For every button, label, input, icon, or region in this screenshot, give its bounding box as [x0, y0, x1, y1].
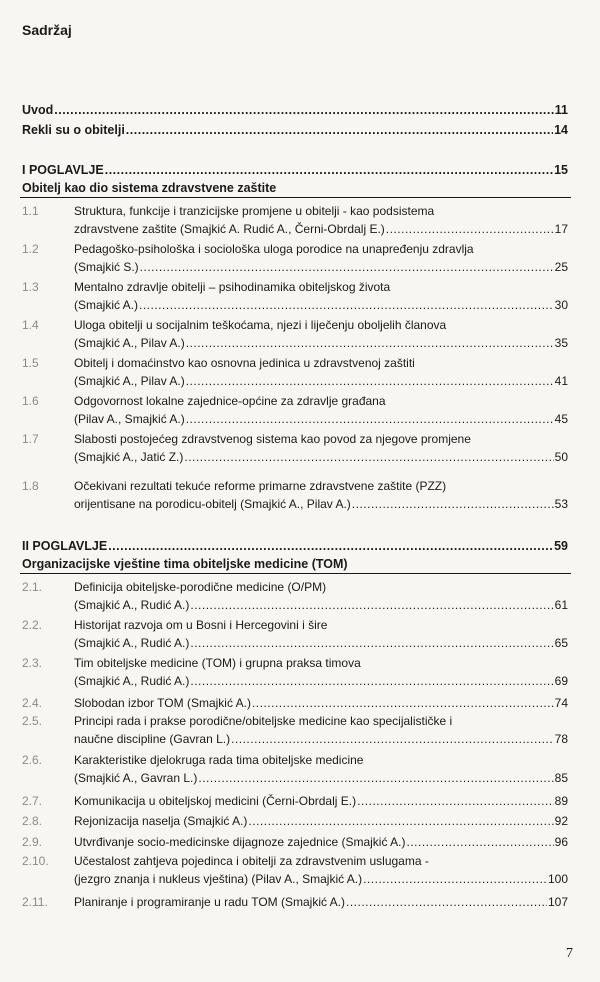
entry-title: Utvrđivanje socio-medicinske dijagnoze zajednice (Smajkić A.): [74, 835, 406, 849]
leader-dots: [186, 410, 554, 428]
entry-page-number: 17: [554, 222, 568, 236]
page-number: 7: [566, 946, 573, 961]
chapter-2-subtitle: Organizacijske vještine tima obiteljske medicine (TOM): [22, 557, 348, 571]
leader-dots: [190, 596, 553, 614]
entry-number: 1.2: [22, 242, 39, 256]
leader-dots: [186, 334, 554, 352]
entry-title: Principi rada i prakse porodične/obiteljske medicine kao specijalističke i: [74, 714, 453, 728]
entry-number: 1.8: [22, 479, 39, 493]
toc-label: Uvod: [22, 103, 54, 117]
toc-label: Rekli su o obitelji: [22, 123, 125, 137]
chapter-1-divider: [20, 197, 571, 198]
leader-dots: [386, 220, 554, 238]
leader-dots: [198, 769, 553, 787]
entry-page-number: 89: [554, 794, 568, 808]
leader-dots: [252, 694, 554, 712]
toc-page-number: 11: [554, 103, 568, 117]
leader-dots: [190, 634, 553, 652]
entry-page-number: 61: [554, 598, 568, 612]
entry-authors: naučne discipline (Gavran L.): [74, 732, 231, 746]
leader-dots: [186, 372, 554, 390]
entry-title: Uloga obitelji u socijalnim teškoćama, njezi i liječenju oboljelih članova: [74, 318, 447, 332]
entry-page-number: 92: [554, 814, 568, 828]
entry-authors: (Smajkić S.): [74, 260, 139, 274]
entry-page-number: 25: [554, 260, 568, 274]
entry-page-number: 74: [554, 696, 568, 710]
leader-dots: [406, 833, 553, 851]
leader-dots: [139, 296, 554, 314]
leader-dots: [54, 103, 554, 118]
entry-page-number: 65: [554, 636, 568, 650]
leader-dots: [140, 258, 554, 276]
leader-dots: [108, 539, 553, 554]
entry-title: Očekivani rezultati tekuće reforme primarne zdravstvene zaštite (PZZ): [74, 479, 447, 493]
entry-number: 2.7.: [22, 794, 43, 808]
entry-title: Slobodan izbor TOM (Smajkić A.): [74, 696, 251, 710]
leader-dots: [352, 495, 554, 513]
entry-authors: zdravstvene zaštite (Smajkić A. Rudić A., Černi-Obrdalj E.): [74, 222, 385, 236]
leader-dots: [126, 123, 553, 138]
leader-dots: [105, 163, 553, 178]
entry-authors: (Smajkić A., Jatić Z.): [74, 450, 184, 464]
entry-title: Komunikacija u obiteljskoj medicini (Černi-Obrdalj E.): [74, 794, 357, 808]
entry-authors: (Smajkić A., Pilav A.): [74, 374, 185, 388]
entry-number: 1.3: [22, 280, 39, 294]
entry-number: 2.8.: [22, 814, 43, 828]
entry-title: Slabosti postojećeg zdravstvenog sistema kao povod za njegove promjene: [74, 432, 471, 446]
entry-page-number: 50: [554, 450, 568, 464]
chapter-page-number: 15: [554, 163, 568, 177]
entry-title: Tim obiteljske medicine (TOM) i grupna praksa timova: [74, 656, 361, 670]
entry-page-number: 85: [554, 771, 568, 785]
leader-dots: [346, 893, 547, 911]
leader-dots: [184, 448, 553, 466]
entry-title: Definicija obiteljske-porodične medicine (O/PM): [74, 580, 327, 594]
entry-authors: (jezgro znanja i nukleus vještina) (Pilav A., Smajkić A.): [74, 872, 363, 886]
entry-page-number: 41: [554, 374, 568, 388]
entry-number: 2.11.: [22, 895, 48, 909]
entry-number: 2.5.: [22, 714, 43, 728]
chapter-1-heading[interactable]: [22, 163, 568, 178]
entry-title: Obitelj i domaćinstvo kao osnovna jedinica u zdravstvenoj zaštiti: [74, 356, 415, 370]
leader-dots: [248, 812, 553, 830]
chapter-1-subtitle: Obitelj kao dio sistema zdravstvene zaštite: [22, 181, 277, 195]
page-title: Sadržaj: [22, 22, 72, 38]
entry-number: 2.6.: [22, 753, 43, 767]
leader-dots: [357, 792, 554, 810]
toc-page-number: 14: [554, 123, 568, 137]
leader-dots: [231, 730, 554, 748]
entry-page-number: 45: [554, 412, 568, 426]
chapter-2-heading[interactable]: [22, 539, 568, 554]
entry-page-number: 96: [554, 835, 568, 849]
entry-page-number: 78: [554, 732, 568, 746]
entry-authors: (Smajkić A., Rudić A.): [74, 674, 190, 688]
entry-authors: (Smajkić A.): [74, 298, 139, 312]
entry-page-number: 107: [547, 895, 568, 909]
entry-title: Odgovornost lokalne zajednice-općine za zdravlje građana: [74, 394, 386, 408]
entry-title: Rejonizacija naselja (Smajkić A.): [74, 814, 248, 828]
entry-page-number: 53: [554, 497, 568, 511]
entry-number: 1.4: [22, 318, 39, 332]
entry-title: Mentalno zdravlje obitelji – psihodinamika obiteljskog života: [74, 280, 391, 294]
entry-authors: (Smajkić A., Rudić A.): [74, 598, 190, 612]
entry-number: 1.6: [22, 394, 39, 408]
entry-page-number: 69: [554, 674, 568, 688]
entry-number: 2.2.: [22, 618, 43, 632]
entry-title: Struktura, funkcije i tranzicijske promjene u obitelji - kao podsistema: [74, 204, 435, 218]
entry-title: Pedagoško-psihološka i sociološka uloga porodice na unapređenju zdravlja: [74, 242, 474, 256]
toc-row-uvod[interactable]: [22, 103, 568, 118]
entry-number: 1.1: [22, 204, 39, 218]
entry-number: 2.10.: [22, 854, 49, 868]
entry-number: 2.9.: [22, 835, 43, 849]
entry-page-number: 100: [547, 872, 568, 886]
chapter-2-divider: [20, 573, 571, 574]
entry-page-number: 35: [554, 336, 568, 350]
entry-authors: orijentisane na porodicu-obitelj (Smajkić A., Pilav A.): [74, 497, 351, 511]
leader-dots: [363, 870, 547, 888]
entry-authors: (Pilav A., Smajkić A.): [74, 412, 185, 426]
chapter-label: I POGLAVLJE: [22, 163, 104, 177]
entry-authors: (Smajkić A., Gavran L.): [74, 771, 198, 785]
entry-page-number: 30: [554, 298, 568, 312]
entry-authors: (Smajkić A., Rudić A.): [74, 636, 190, 650]
entry-title: Planiranje i programiranje u radu TOM (Smajkić A.): [74, 895, 345, 909]
entry-number: 2.4.: [22, 696, 43, 710]
leader-dots: [190, 672, 553, 690]
chapter-page-number: 59: [554, 539, 568, 553]
chapter-label: II POGLAVLJE: [22, 539, 108, 553]
entry-number: 1.7: [22, 432, 39, 446]
entry-title: Historijat razvoja om u Bosni i Hercegovini i šire: [74, 618, 328, 632]
entry-title: Učestalost zahtjeva pojedinca i obitelji za zdravstvenim uslugama -: [74, 854, 429, 868]
entry-number: 2.1.: [22, 580, 43, 594]
entry-authors: (Smajkić A., Pilav A.): [74, 336, 185, 350]
entry-number: 1.5: [22, 356, 39, 370]
entry-title: Karakteristike djelokruga rada tima obiteljske medicine: [74, 753, 364, 767]
toc-row-rekli[interactable]: [22, 123, 568, 138]
entry-number: 2.3.: [22, 656, 43, 670]
